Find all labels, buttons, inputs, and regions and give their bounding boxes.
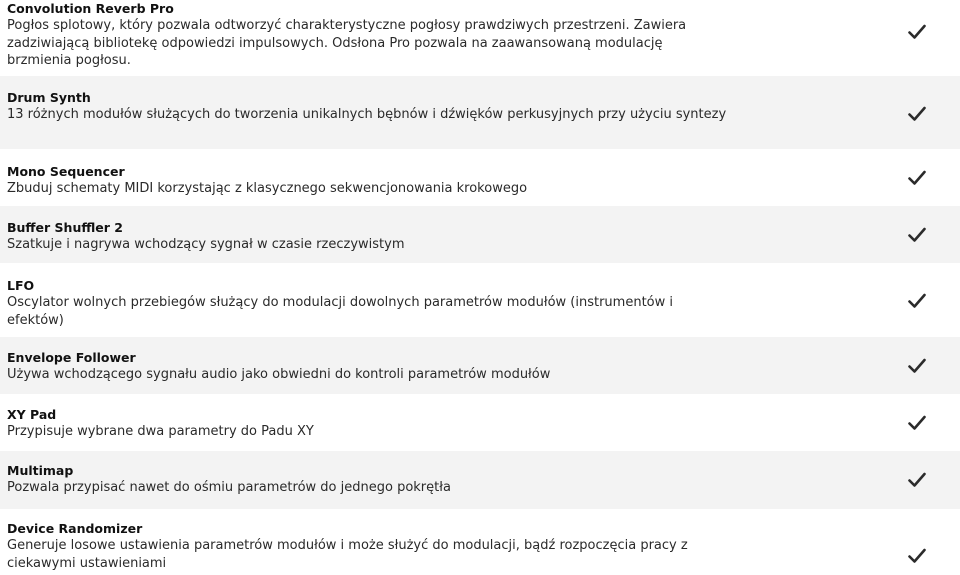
feature-description: 13 różnych modułów służących do tworzenia unikalnych bębnów i dźwięków perkusyjnych przy użyciu syntezy [7,107,727,122]
feature-text [7,219,727,254]
feature-text [7,406,727,441]
feature-description: Pozwala przypisać nawet do ośmiu parametrów do jednego pokrętła [7,480,451,495]
feature-title: Multimap [7,463,74,478]
feature-description: Zbuduj schematy MIDI korzystając z klasycznego sekwencjonowania krokowego [7,181,528,196]
feature-description: Oscylator wolnych przebiegów służący do modulacji dowolnych parametrów modułów (instrumentów i efektów) [7,295,673,328]
feature-description: Przypisuje wybrane dwa parametry do Padu XY [7,424,314,439]
table-row [0,394,960,451]
feature-title: Envelope Follower [7,350,136,365]
feature-text [7,0,727,70]
feature-title: Device Randomizer [7,521,143,536]
feature-text [7,277,727,329]
feature-description: Szatkuje i nagrywa wchodzący sygnał w czasie rzeczywistym [7,237,405,252]
feature-text [7,163,727,198]
feature-description: Używa wchodzącego sygnału audio jako obwiedni do kontroli parametrów modułów [7,367,551,382]
feature-description: Pogłos splotowy, który pozwala odtworzyć charakterystyczne pogłosy prawdziwych przestrzeni. Zawiera zadziwiającą bibliotekę odpowiedzi impulsowych. Odsłona Pro pozwala na zaawansowaną modulację brzmienia pogłosu. [7,18,687,68]
table-row [0,149,960,206]
checkmark-icon [908,358,926,374]
feature-text [7,520,727,572]
table-row [0,451,960,509]
feature-title: Drum Synth [7,90,91,105]
feature-title: Buffer Shuffler 2 [7,220,123,235]
table-row [0,337,960,394]
feature-title: XY Pad [7,407,57,422]
checkmark-icon [908,472,926,488]
table-row [0,0,960,76]
checkmark-icon [908,548,926,564]
checkmark-icon [908,170,926,186]
feature-text [7,89,727,124]
checkmark-icon [908,415,926,431]
table-row [0,206,960,263]
feature-text [7,349,727,384]
checkmark-icon [908,106,926,122]
feature-title: Mono Sequencer [7,164,125,179]
feature-title: Convolution Reverb Pro [7,1,174,16]
table-row [0,263,960,337]
table-row [0,76,960,149]
checkmark-icon [908,227,926,243]
feature-title: LFO [7,278,35,293]
checkmark-icon [908,24,926,40]
feature-text [7,462,727,497]
checkmark-icon [908,293,926,309]
table-row [0,509,960,575]
feature-description: Generuje losowe ustawienia parametrów modułów i może służyć do modulacji, bądź rozpoczęcia pracy z ciekawymi ustawieniami [7,538,688,571]
